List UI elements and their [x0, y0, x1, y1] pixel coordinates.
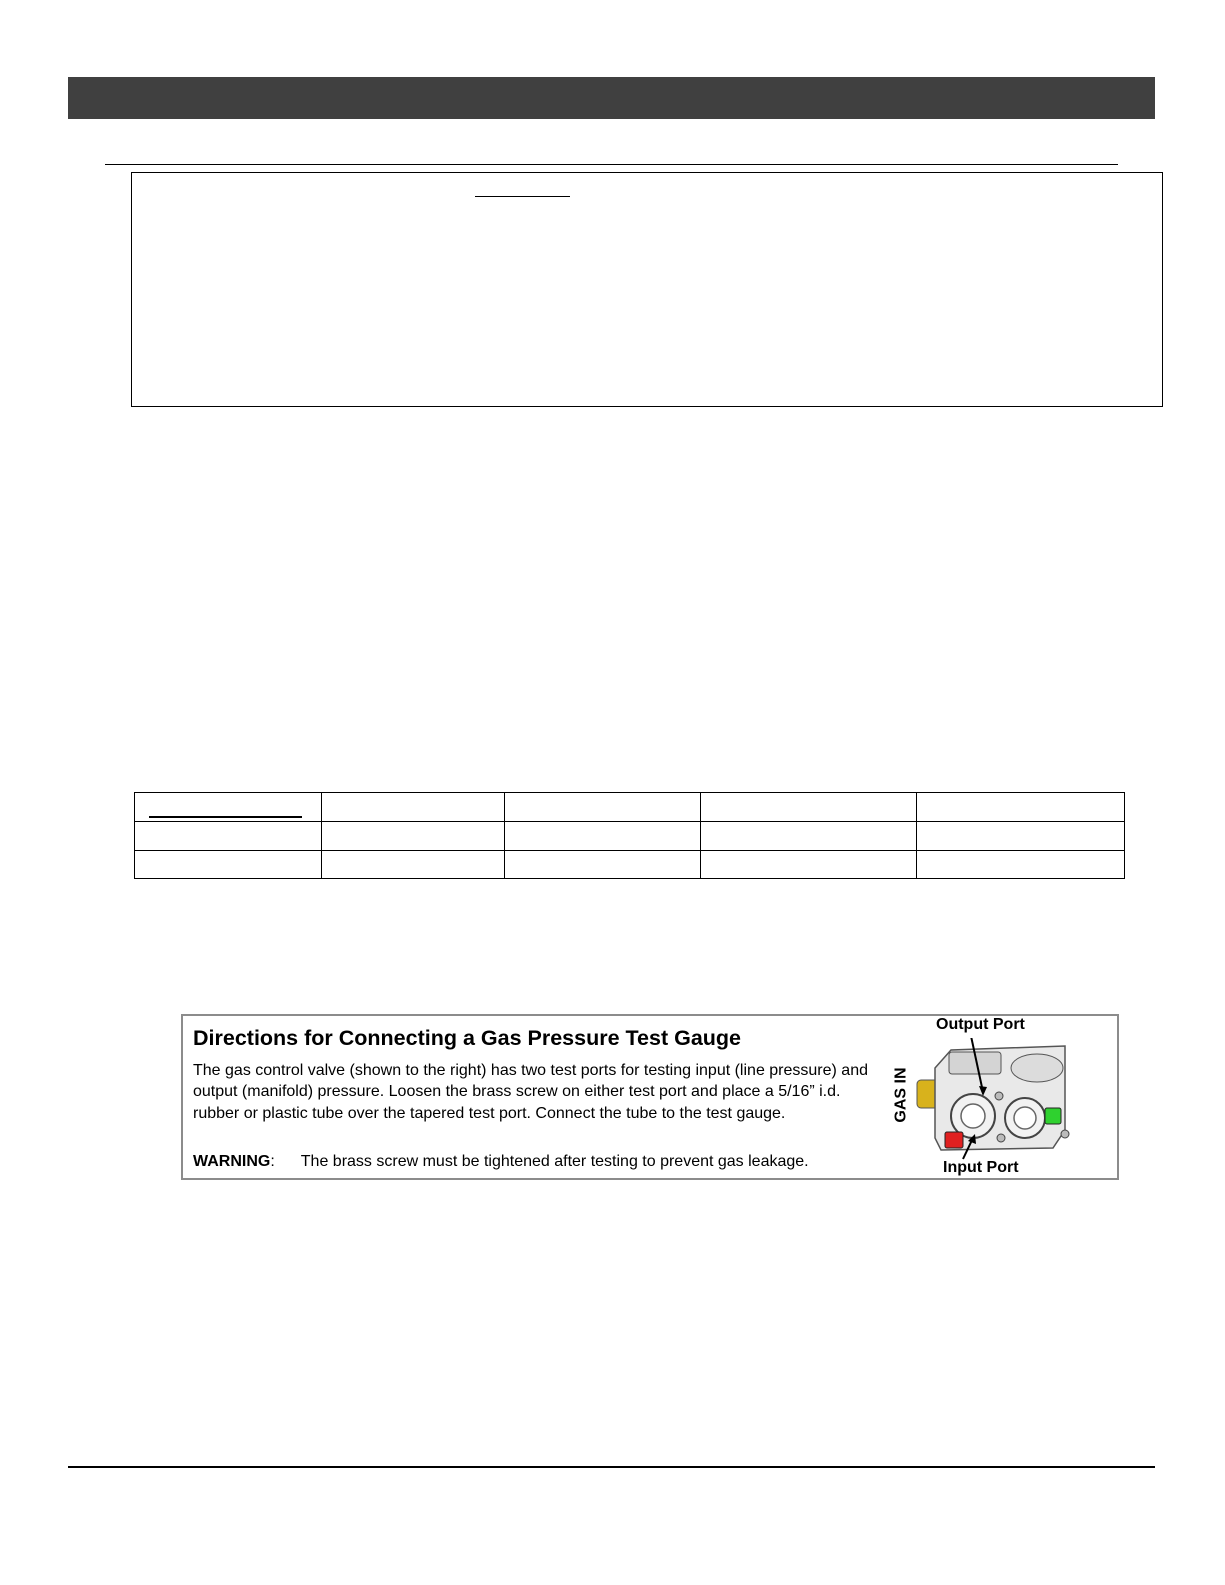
top-divider — [105, 164, 1118, 165]
gas-in-label: GAS IN — [892, 1067, 910, 1123]
table-cell — [321, 851, 505, 879]
table-cell — [321, 822, 505, 851]
table-cell — [321, 793, 505, 822]
notice-box — [131, 172, 1163, 407]
panel-warning: WARNING: The brass screw must be tightened after testing to prevent gas leakage. — [193, 1153, 809, 1170]
screw-icon — [995, 1092, 1003, 1100]
table-cell — [701, 822, 917, 851]
warning-text: The brass screw must be tightened after testing to prevent gas leakage. — [300, 1153, 809, 1170]
gas-valve-illustration — [915, 1038, 1075, 1160]
output-port-marker-icon — [1045, 1108, 1061, 1124]
spec-table — [134, 792, 1125, 879]
screw-icon — [997, 1134, 1005, 1142]
table-row — [135, 793, 1125, 822]
screw-icon — [1061, 1130, 1069, 1138]
table-cell — [505, 822, 701, 851]
input-port-ring-icon — [961, 1104, 985, 1128]
output-port-ring-icon — [1014, 1107, 1036, 1129]
input-port-label: Input Port — [943, 1159, 1019, 1176]
table-cell — [505, 793, 701, 822]
section-header-bar — [68, 77, 1155, 119]
panel-instructions: The gas control valve (shown to the right) has two test ports for testing input (line pressure) and output (manifold) pressure. Loosen the brass screw on either test port and place a 5/16” i.d. rubber or plastic tube over the tapered test port. Connect the tube to the test gauge. — [193, 1062, 868, 1122]
input-port-marker-icon — [945, 1132, 963, 1148]
valve-cover-icon — [1011, 1054, 1063, 1082]
output-port-label: Output Port — [936, 1016, 1025, 1033]
warning-label: WARNING — [193, 1153, 271, 1170]
table-row — [135, 822, 1125, 851]
notice-heading-underline — [475, 196, 570, 197]
footer-divider — [68, 1466, 1155, 1468]
table-cell — [701, 793, 917, 822]
table-cell — [917, 851, 1125, 879]
table-cell — [701, 851, 917, 879]
table-cell — [917, 793, 1125, 822]
table-cell — [135, 793, 322, 822]
header-underline — [149, 816, 302, 818]
table-cell — [505, 851, 701, 879]
panel-title: Directions for Connecting a Gas Pressure Test Gauge — [193, 1026, 741, 1050]
table-row — [135, 851, 1125, 879]
gas-valve-figure — [880, 1016, 1117, 1178]
table-cell — [135, 851, 322, 879]
table-cell — [135, 822, 322, 851]
table-cell — [917, 822, 1125, 851]
gas-pressure-gauge-panel — [181, 1014, 1119, 1180]
